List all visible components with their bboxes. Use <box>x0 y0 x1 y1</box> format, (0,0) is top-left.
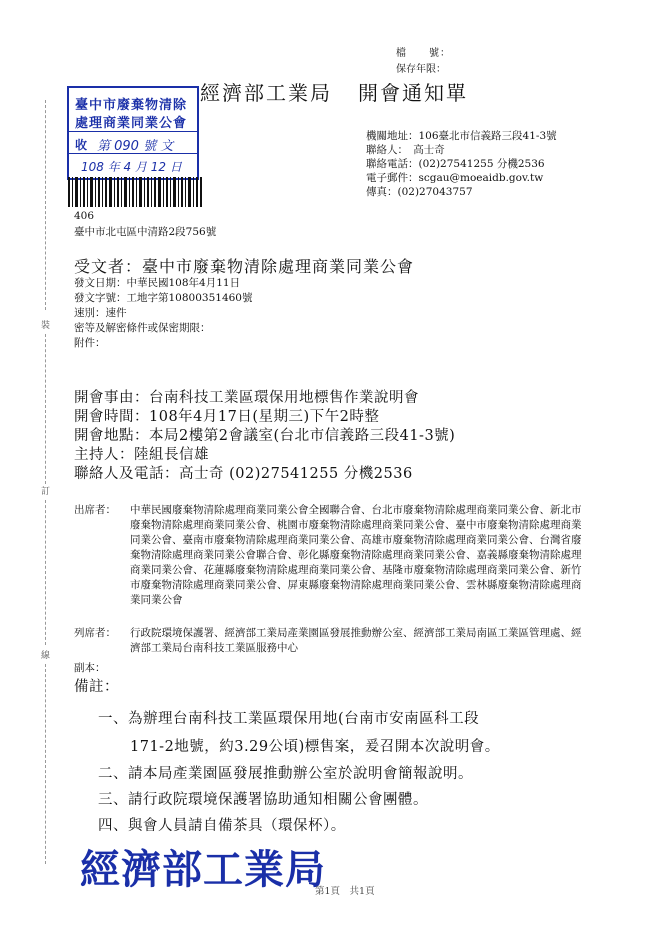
stamp-date: 108 年 4 月 12 日 <box>81 160 182 174</box>
remarks-label: 備註： <box>74 679 119 695</box>
observers-label: 列席者： <box>74 627 116 639</box>
barcode <box>68 177 203 207</box>
page-number: 第1頁 共1頁 <box>315 886 375 897</box>
margin-mark-line: 線 <box>41 651 51 661</box>
recipient-zip: 406 <box>74 210 95 222</box>
page-title <box>200 77 468 106</box>
issue-secrecy: 密等及解密條件或保密期限： <box>74 322 211 334</box>
contact-email: 電子郵件：scgau@moeaidb.gov.tw <box>366 172 544 184</box>
meeting-place: 開會地點：本局2樓第2會議室(台北市信義路三段41-3號) <box>74 428 456 444</box>
remark-item-2: 二、請本局產業園區發展推動辦公室於說明會簡報說明。 <box>98 766 473 782</box>
issue-date: 發文日期：中華民國108年4月11日 <box>74 277 241 289</box>
binding-line <box>45 664 46 864</box>
observers <box>74 626 584 656</box>
stamp-divider <box>69 131 197 132</box>
stamp-recv-label: 收 <box>75 138 88 152</box>
stamp-org-line2: 處理商業同業公會 <box>75 116 188 131</box>
title-org: 經濟部工業局 <box>200 81 332 105</box>
remark-item-3: 三、請行政院環境保護署協助通知相關公會團體。 <box>98 792 428 808</box>
file-number-label: 檔 號： <box>396 48 451 59</box>
title-doc: 開會通知單 <box>358 81 468 105</box>
recipient: 受文者：臺中市廢棄物清除處理商業同業公會 <box>74 257 415 276</box>
remark-item-1-cont: 171-2地號，約3.29公頃)標售案，爰召開本次說明會。 <box>130 739 500 755</box>
contact-person: 聯絡人： 高士奇 <box>366 144 445 156</box>
observers-list: 行政院環境保護署、經濟部工業局產業園區發展推動辦公室、經濟部工業局南區工業區管理處、經濟部工業局台南科技工業區服務中心 <box>130 627 582 654</box>
meeting-contact: 聯絡人及電話：高士奇 (02)27541255 分機2536 <box>74 466 413 482</box>
margin-mark-order: 訂 <box>41 487 51 497</box>
meeting-time: 開會時間：108年4月17日(星期三)下午2時整 <box>74 409 380 425</box>
issue-speed: 速別：速件 <box>74 307 127 319</box>
recipient-street: 臺中市北屯區中清路2段756號 <box>74 226 217 238</box>
signature-stamp: 經濟部工業局 <box>80 846 326 893</box>
stamp-recv-number: 第 090 號 文 <box>97 139 174 154</box>
receiving-stamp <box>67 86 199 180</box>
remark-item-1: 一、為辦理台南科技工業區環保用地(台南市安南區科工段 <box>98 711 480 727</box>
issue-attachment: 附件： <box>74 337 106 349</box>
contact-phone: 聯絡電話：(02)27541255 分機2536 <box>366 158 545 170</box>
agency-address: 機關地址：106臺北市信義路三段41-3號 <box>366 130 557 142</box>
binding-line <box>45 334 46 484</box>
stamp-org-line1: 臺中市廢棄物清除 <box>75 98 188 113</box>
contact-fax: 傳真：(02)27043757 <box>366 186 473 198</box>
meeting-chair: 主持人：陸組長信雄 <box>74 447 209 463</box>
cc-label: 副本： <box>74 662 106 674</box>
remark-item-4: 四、與會人員請自備茶具（環保杯）。 <box>98 818 346 834</box>
attendees <box>74 503 584 608</box>
attendees-label: 出席者： <box>74 504 116 516</box>
issue-number: 發文字號：工地字第10800351460號 <box>74 292 253 304</box>
keep-period-label: 保存年限： <box>396 64 446 75</box>
margin-mark-bind: 裝 <box>41 321 51 331</box>
attendees-list: 中華民國廢棄物清除處理商業同業公會全國聯合會、台北市廢棄物清除處理商業同業公會、新北市廢棄物清除處理商業同業公會、桃園市廢棄物清除處理商業同業公會、臺中市廢棄物清除處理商業同業公會、臺南市廢棄物清除處理商業同業公會、高雄市廢棄物清除處理商業同業公會、台灣省廢棄物清除處理商業同業公會聯合會、彰化縣廢棄物清除處理商業同業公會、嘉義縣廢棄物清除處理商業同業公會、花蓮縣廢棄物清除處理商業同業公會、基隆市廢棄物清除處理商業同業公會、新竹市廢棄物清除處理商業同業公會、屏東縣廢棄物清除處理商業同業公會、雲林縣廢棄物清除處理商業同業公會 <box>130 504 582 606</box>
meeting-subject: 開會事由：台南科技工業區環保用地標售作業說明會 <box>74 390 419 406</box>
binding-line <box>45 500 46 645</box>
stamp-divider <box>69 153 197 154</box>
binding-line <box>45 100 46 310</box>
